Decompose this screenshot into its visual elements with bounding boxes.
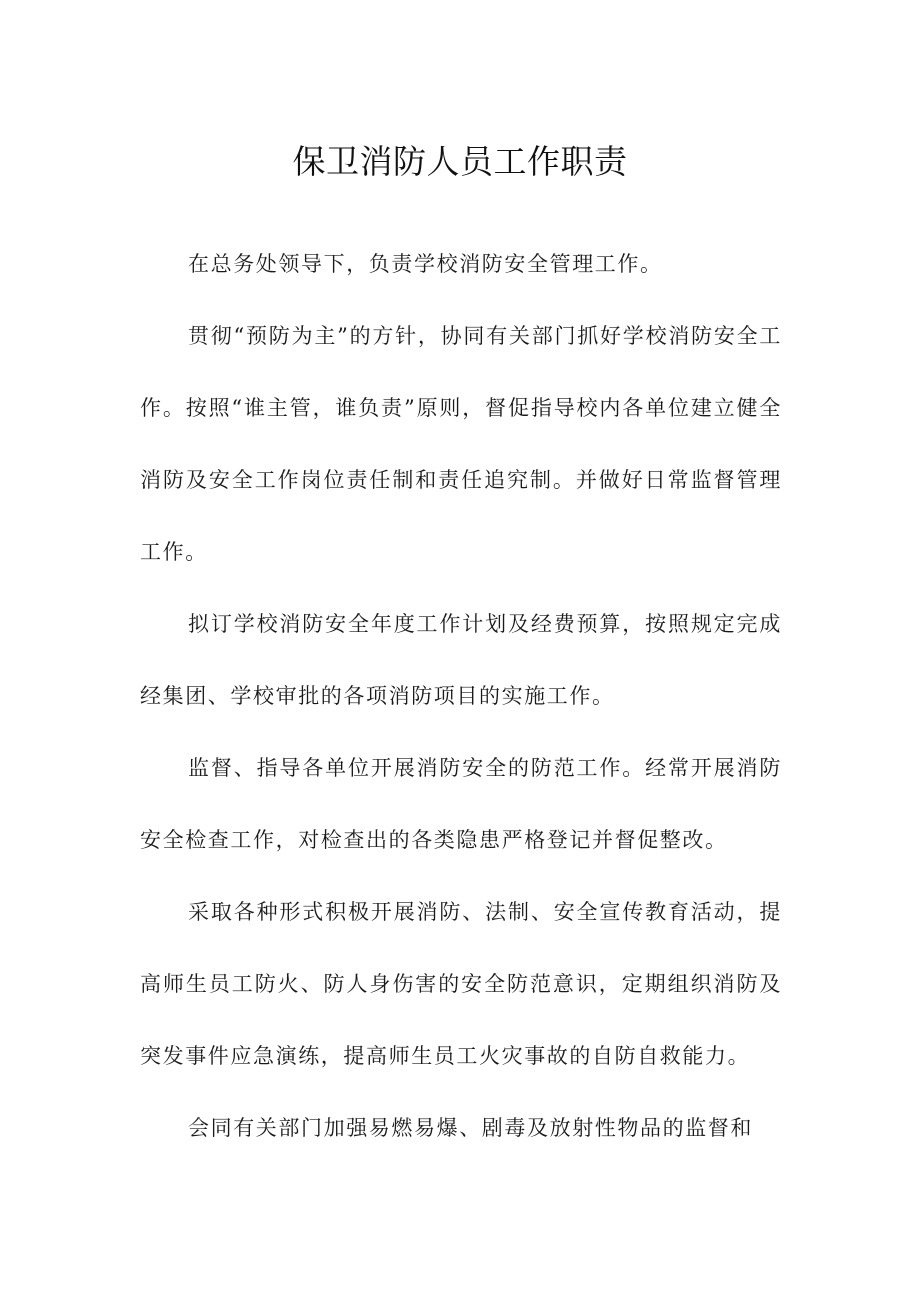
paragraph-4: 监督、指导各单位开展消防安全的防范工作。经常开展消防安全检查工作，对检查出的各类隐患严格登记并督促整改。 — [140, 756, 782, 852]
document-title: 保卫消防人员工作职责 — [292, 142, 628, 181]
paragraph-3: 拟订学校消防安全年度工作计划及经费预算，按照规定完成经集团、学校审批的各项消防项目的实施工作。 — [140, 612, 782, 708]
paragraph-6: 会同有关部门加强易燃易爆、剧毒及放射性物品的监督和 — [188, 1116, 753, 1140]
paragraph-1: 在总务处领导下，负责学校消防安全管理工作。 — [188, 252, 663, 276]
paragraph-5: 采取各种形式积极开展消防、法制、安全宣传教育活动，提高师生员工防火、防人身伤害的安全防范意识，定期组织消防及突发事件应急演练，提高师生员工火灾事故的自防自救能力。 — [140, 900, 782, 1068]
document-body — [140, 228, 782, 1164]
paragraph-2: 贯彻“预防为主”的方针，协同有关部门抓好学校消防安全工作。按照“谁主管，谁负责”原则，督促指导校内各单位建立健全消防及安全工作岗位责任制和责任追究制。并做好日常监督管理工作。 — [140, 324, 782, 564]
